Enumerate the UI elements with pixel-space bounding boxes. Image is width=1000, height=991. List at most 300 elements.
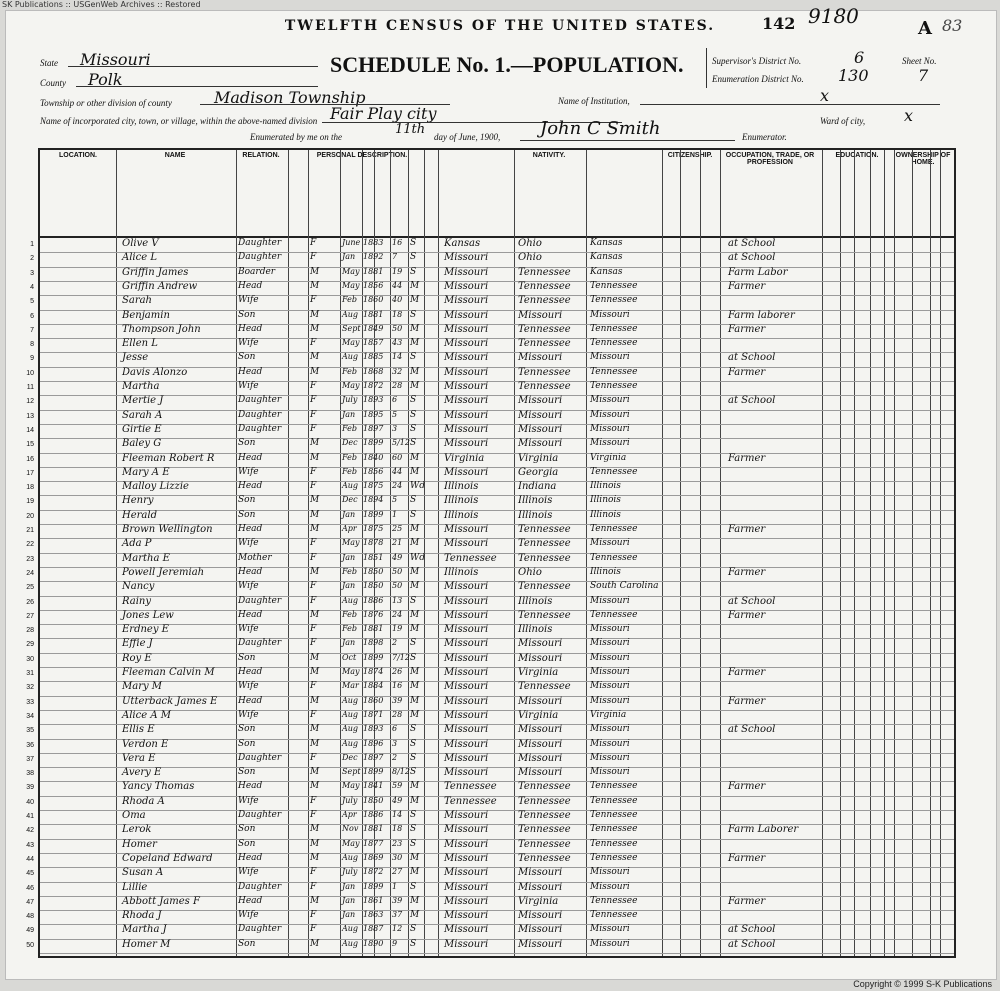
cell-name: Vera E (122, 752, 156, 764)
city-value: Fair Play city (330, 104, 437, 123)
cell-name: Herald (122, 509, 157, 521)
handwritten-corner: 83 (942, 16, 963, 35)
cell-fb: Tennessee (518, 323, 571, 335)
cell-fb: Tennessee (518, 266, 571, 278)
cell-age: 3 (392, 738, 398, 748)
cell-ms: M (410, 709, 420, 720)
cell-ms: M (410, 695, 420, 706)
cell-name: Erdney E (122, 624, 169, 636)
cell-yr: 1881 (363, 309, 384, 319)
cell-age: 5/12 (392, 438, 410, 448)
row-number: 30 (26, 655, 34, 663)
cell-ms: M (410, 609, 420, 620)
cell-pb: Missouri (444, 938, 489, 950)
cell-pb: Missouri (444, 924, 489, 936)
cell-occ: at School (728, 924, 776, 936)
cell-ms: S (410, 495, 417, 506)
cell-mb: Missouri (590, 767, 630, 778)
row-divider (40, 882, 954, 883)
cell-name: Rainy (122, 595, 152, 607)
state-underline (68, 66, 318, 67)
row-divider (40, 796, 954, 797)
cell-mb: Virginia (590, 452, 627, 463)
cell-age: 6 (392, 395, 398, 405)
cell-ms: M (410, 295, 420, 306)
schedule-title: SCHEDULE No. 1.—POPULATION. (330, 52, 684, 77)
cell-occ: Farm Laborer (728, 824, 799, 836)
cell-sex: M (310, 738, 320, 749)
cell-mb: Missouri (590, 695, 630, 706)
cell-yr: 1899 (363, 652, 384, 662)
cell-ms: M (410, 852, 420, 863)
cell-yr: 1875 (363, 481, 384, 491)
cell-mb: Kansas (590, 266, 623, 277)
row-number: 33 (26, 698, 34, 706)
cell-mo: Aug (342, 481, 359, 491)
cell-fb: Tennessee (518, 538, 571, 550)
cell-mb: Tennessee (590, 280, 638, 291)
cell-age: 50 (392, 581, 403, 591)
cell-rel: Daughter (238, 252, 282, 263)
row-number: 25 (26, 584, 34, 592)
cell-pb: Missouri (444, 266, 489, 278)
cell-fb: Missouri (518, 695, 563, 707)
cell-fb: Georgia (518, 466, 559, 478)
cell-occ: Farmer (728, 895, 766, 907)
cell-sex: M (310, 309, 320, 320)
enumerated-prefix: Enumerated by me on the (250, 132, 342, 142)
cell-ms: M (410, 524, 420, 534)
enumerator-underline (520, 140, 735, 141)
cell-pb: Tennessee (444, 781, 497, 793)
cell-mb: Missouri (590, 938, 630, 949)
cell-pb: Illinois (444, 481, 479, 493)
cell-rel: Daughter (238, 638, 282, 649)
cell-mb: Tennessee (590, 895, 638, 906)
cell-pb: Missouri (444, 738, 489, 750)
cell-sex: M (310, 438, 320, 449)
cell-name: Malloy Lizzie (122, 481, 189, 493)
cell-yr: 1878 (363, 538, 384, 548)
cell-ms: Wd (410, 481, 426, 492)
row-number: 11 (26, 384, 34, 391)
cell-ms: S (410, 638, 417, 649)
cell-mo: Jan (342, 895, 356, 905)
cell-fb: Virginia (518, 667, 559, 678)
cell-name: Lillie (122, 881, 148, 893)
cell-ms: S (410, 881, 417, 892)
cell-mo: Feb (342, 366, 357, 376)
cell-ms: M (410, 781, 420, 792)
cell-fb: Illinois (518, 509, 553, 521)
cell-yr: 1860 (363, 695, 384, 705)
county-label: County (40, 78, 66, 88)
ward-value: x (904, 106, 914, 125)
cell-ms: S (410, 924, 417, 935)
cell-pb: Missouri (444, 867, 489, 879)
cell-age: 18 (392, 309, 403, 319)
cell-sex: F (310, 795, 317, 806)
cell-ms: S (410, 738, 417, 749)
cell-fb: Missouri (518, 938, 563, 950)
cell-name: Baley G (122, 438, 162, 450)
cell-fb: Tennessee (518, 524, 571, 535)
cell-ms: S (410, 409, 417, 420)
cell-pb: Missouri (444, 609, 489, 621)
cell-mb: Tennessee (590, 524, 638, 534)
cell-mb: Tennessee (590, 852, 638, 863)
col-personal: PERSONAL DESCRIPTION. (316, 152, 408, 159)
supervisor-value: 6 (854, 48, 865, 67)
cell-pb: Tennessee (444, 552, 497, 564)
cell-mo: Jan (342, 638, 356, 648)
cell-fb: Tennessee (518, 795, 571, 807)
cell-sex: F (310, 709, 317, 720)
row-divider (40, 295, 954, 296)
cell-rel: Son (238, 309, 256, 320)
cell-rel: Son (238, 509, 256, 520)
cell-mb: Missouri (590, 595, 630, 606)
cell-mo: May (342, 538, 360, 548)
cell-mb: Tennessee (590, 910, 638, 921)
row-divider (40, 495, 954, 496)
row-number: 28 (26, 627, 34, 635)
cell-yr: 1895 (363, 409, 384, 419)
cell-fb: Tennessee (518, 609, 571, 621)
cell-name: Jesse (122, 352, 149, 364)
cell-rel: Wife (238, 867, 259, 878)
row-divider (40, 438, 954, 439)
cell-fb: Indiana (518, 481, 557, 493)
cell-name: Olive V (122, 238, 159, 249)
row-divider (40, 638, 954, 639)
cell-age: 26 (392, 667, 403, 676)
cell-pb: Missouri (444, 323, 489, 335)
cell-mb: Kansas (590, 252, 623, 263)
cell-pb: Missouri (444, 252, 489, 264)
cell-age: 1 (392, 881, 398, 891)
cell-yr: 1893 (363, 724, 384, 734)
cell-occ: at School (728, 352, 776, 364)
cell-fb: Illinois (518, 624, 553, 636)
cell-age: 2 (392, 752, 398, 762)
cell-ms: S (410, 652, 417, 663)
cell-yr: 1872 (363, 867, 384, 877)
cell-mo: July (342, 795, 358, 805)
cell-pb: Missouri (444, 881, 489, 893)
cell-age: 59 (392, 781, 403, 791)
cell-ms: M (410, 466, 420, 477)
cell-pb: Missouri (444, 280, 489, 292)
cell-name: Verdon E (122, 738, 169, 750)
cell-mo: Sept (342, 323, 361, 333)
row-number: 16 (26, 455, 34, 463)
cell-mo: Jan (342, 409, 356, 419)
row-divider (40, 338, 954, 339)
cell-sex: M (310, 695, 320, 706)
cell-occ: Farmer (728, 695, 766, 707)
cell-yr: 1890 (363, 938, 384, 948)
cell-age: 37 (392, 910, 403, 920)
cell-age: 23 (392, 838, 403, 848)
sheet-value: 7 (918, 66, 929, 85)
cell-pb: Missouri (444, 838, 489, 850)
cell-rel: Wife (238, 795, 259, 806)
col-name: NAME (164, 152, 186, 159)
cell-yr: 1886 (363, 810, 384, 819)
cell-sex: F (310, 409, 317, 420)
cell-occ: at School (728, 724, 776, 736)
cell-yr: 1851 (363, 552, 384, 562)
row-number: 23 (26, 555, 34, 563)
row-number: 17 (26, 469, 34, 477)
cell-fb: Tennessee (518, 810, 571, 821)
cell-fb: Missouri (518, 352, 563, 364)
cell-occ: Farmer (728, 452, 766, 464)
cell-rel: Head (238, 781, 263, 792)
cell-age: 16 (392, 681, 403, 691)
col-citizenship: CITIZENSHIP. (667, 152, 713, 159)
cell-yr: 1841 (363, 781, 384, 791)
cell-name: Brown Wellington (122, 524, 213, 535)
cell-mo: Jan (342, 509, 356, 519)
cell-ms: S (410, 309, 417, 320)
row-number: 7 (30, 326, 34, 334)
cell-pb: Illinois (444, 566, 479, 578)
cell-name: Rhoda J (122, 910, 162, 922)
cell-yr: 1896 (363, 738, 384, 748)
cell-name: Alice L (122, 252, 157, 264)
col-relation: RELATION. (242, 152, 280, 159)
cell-fb: Missouri (518, 652, 563, 664)
cell-ms: S (410, 724, 417, 735)
cell-age: 14 (392, 352, 403, 362)
cell-pb: Missouri (444, 852, 489, 864)
cell-ms: S (410, 938, 417, 949)
row-number: 8 (30, 341, 34, 349)
cell-pb: Missouri (444, 767, 489, 779)
cell-mb: Tennessee (590, 810, 638, 820)
cell-occ: at School (728, 595, 776, 607)
cell-pb: Missouri (444, 409, 489, 421)
cell-mb: Tennessee (590, 366, 638, 377)
cell-name: Mary A E (122, 466, 170, 478)
cell-fb: Virginia (518, 452, 559, 464)
cell-ms: M (410, 538, 420, 549)
sheet-letter: A (918, 18, 932, 39)
cell-ms: M (410, 381, 420, 391)
cell-sex: M (310, 524, 320, 534)
cell-age: 8/12 (392, 767, 410, 777)
cell-rel: Daughter (238, 423, 282, 434)
col-nativity: NATIVITY. (532, 152, 566, 159)
cell-sex: F (310, 638, 317, 649)
cell-age: 18 (392, 824, 403, 834)
cell-rel: Daughter (238, 924, 282, 935)
cell-yr: 1887 (363, 924, 384, 934)
cell-name: Yancy Thomas (122, 781, 195, 793)
cell-fb: Missouri (518, 752, 563, 764)
cell-ms: S (410, 266, 417, 277)
cell-age: 14 (392, 810, 403, 819)
enumerated-mid: day of June, 1900, (434, 132, 501, 142)
cell-sex: M (310, 724, 320, 735)
cell-name: Benjamin (122, 309, 170, 321)
row-divider (40, 410, 954, 411)
cell-yr: 1893 (363, 395, 384, 405)
cell-mo: Feb (342, 466, 357, 476)
cell-yr: 1899 (363, 881, 384, 891)
cell-age: 24 (392, 481, 403, 491)
cell-fb: Missouri (518, 438, 563, 450)
cell-age: 24 (392, 609, 403, 619)
cell-fb: Tennessee (518, 838, 571, 850)
cell-sex: M (310, 452, 320, 463)
sheet-label: Sheet No. (902, 56, 937, 66)
cell-yr: 1875 (363, 524, 384, 533)
cell-name: Henry (122, 495, 154, 507)
cell-occ: Farmer (728, 280, 766, 292)
cell-yr: 1868 (363, 366, 384, 376)
archive-watermark: SK Publications :: USGenWeb Archives :: Restored (2, 0, 201, 9)
cell-mb: Missouri (590, 881, 630, 892)
cell-yr: 1881 (363, 824, 384, 834)
cell-rel: Daughter (238, 810, 282, 820)
cell-fb: Tennessee (518, 338, 571, 350)
row-divider (40, 395, 954, 396)
supervisor-label: Supervisor's District No. (712, 56, 802, 66)
row-number: 13 (26, 412, 34, 420)
cell-mo: Aug (342, 595, 359, 605)
cell-pb: Missouri (444, 438, 489, 450)
row-divider (40, 939, 954, 940)
cell-rel: Wife (238, 581, 259, 592)
row-divider (40, 538, 954, 539)
cell-age: 6 (392, 724, 398, 734)
cell-age: 21 (392, 538, 403, 548)
cell-fb: Tennessee (518, 295, 571, 307)
cell-rel: Son (238, 652, 256, 663)
cell-name: Avery E (122, 767, 162, 779)
cell-pb: Missouri (444, 681, 489, 693)
cell-pb: Missouri (444, 910, 489, 922)
cell-mo: Oct (342, 652, 357, 662)
cell-sex: M (310, 352, 320, 363)
cell-mb: Illinois (590, 509, 621, 520)
row-divider (40, 424, 954, 425)
row-divider (40, 581, 954, 582)
cell-fb: Missouri (518, 767, 563, 779)
cell-yr: 1874 (363, 667, 384, 676)
row-number: 42 (26, 827, 34, 835)
cell-mb: Missouri (590, 924, 630, 935)
cell-name: Mary M (122, 681, 163, 693)
cell-fb: Virginia (518, 709, 559, 721)
cell-fb: Tennessee (518, 366, 571, 378)
cell-age: 5 (392, 409, 398, 419)
cell-mb: Illinois (590, 495, 621, 506)
cell-occ: Farmer (728, 852, 766, 864)
cell-rel: Son (238, 724, 256, 735)
row-divider (40, 739, 954, 740)
cell-sex: F (310, 581, 317, 592)
cell-ms: S (410, 767, 417, 778)
row-divider (40, 824, 954, 825)
cell-mo: May (342, 280, 360, 290)
city-label: Name of incorporated city, town, or village, within the above-named division (40, 116, 318, 126)
row-divider (40, 352, 954, 353)
cell-occ: at School (728, 938, 776, 950)
cell-mb: Missouri (590, 438, 630, 449)
cell-sex: M (310, 895, 320, 906)
cell-sex: F (310, 423, 317, 434)
cell-ms: M (410, 323, 420, 334)
cell-rel: Mother (238, 552, 272, 563)
cell-rel: Wife (238, 910, 259, 921)
cell-fb: Missouri (518, 910, 563, 922)
cell-ms: S (410, 395, 417, 406)
cell-rel: Head (238, 481, 263, 492)
row-number: 34 (26, 712, 34, 720)
cell-name: Nancy (122, 581, 155, 593)
row-number: 9 (30, 355, 34, 363)
cell-yr: 1849 (363, 323, 384, 333)
cell-sex: M (310, 852, 320, 863)
cell-sex: M (310, 652, 320, 663)
cell-name: Roy E (122, 652, 152, 664)
cell-yr: 1850 (363, 566, 384, 576)
cell-fb: Missouri (518, 867, 563, 879)
cell-yr: 1860 (363, 295, 384, 305)
row-divider (40, 381, 954, 382)
cell-fb: Tennessee (518, 381, 571, 392)
cell-yr: 1899 (363, 767, 384, 777)
row-divider (40, 653, 954, 654)
cell-occ: Farmer (728, 667, 766, 678)
cell-pb: Missouri (444, 752, 489, 764)
cell-sex: M (310, 266, 320, 277)
cell-mo: June (342, 238, 361, 247)
cell-rel: Head (238, 566, 263, 577)
cell-yr: 1899 (363, 509, 384, 519)
row-divider (40, 724, 954, 725)
cell-age: 19 (392, 266, 403, 276)
cell-pb: Virginia (444, 452, 485, 464)
cell-yr: 1840 (363, 452, 384, 462)
cell-pb: Missouri (444, 338, 489, 350)
cell-pb: Missouri (444, 624, 489, 636)
enumerator-label: Enumerator. (742, 132, 787, 142)
cell-yr: 1898 (363, 638, 384, 648)
row-divider (40, 252, 954, 253)
cell-age: 13 (392, 595, 403, 605)
cell-rel: Wife (238, 466, 259, 477)
cell-ms: Wd (410, 552, 426, 563)
row-number: 43 (26, 841, 34, 849)
cell-fb: Missouri (518, 738, 563, 750)
cell-sex: F (310, 338, 317, 349)
cell-mo: Aug (342, 709, 359, 719)
cell-sex: F (310, 295, 317, 306)
cell-mo: Dec (342, 495, 358, 505)
row-number: 29 (26, 641, 34, 649)
cell-age: 7 (392, 252, 398, 262)
cell-fb: Tennessee (518, 781, 571, 793)
cell-ms: M (410, 366, 420, 377)
row-number: 31 (26, 670, 34, 677)
cell-name: Homer M (122, 938, 171, 950)
cell-pb: Missouri (444, 295, 489, 307)
